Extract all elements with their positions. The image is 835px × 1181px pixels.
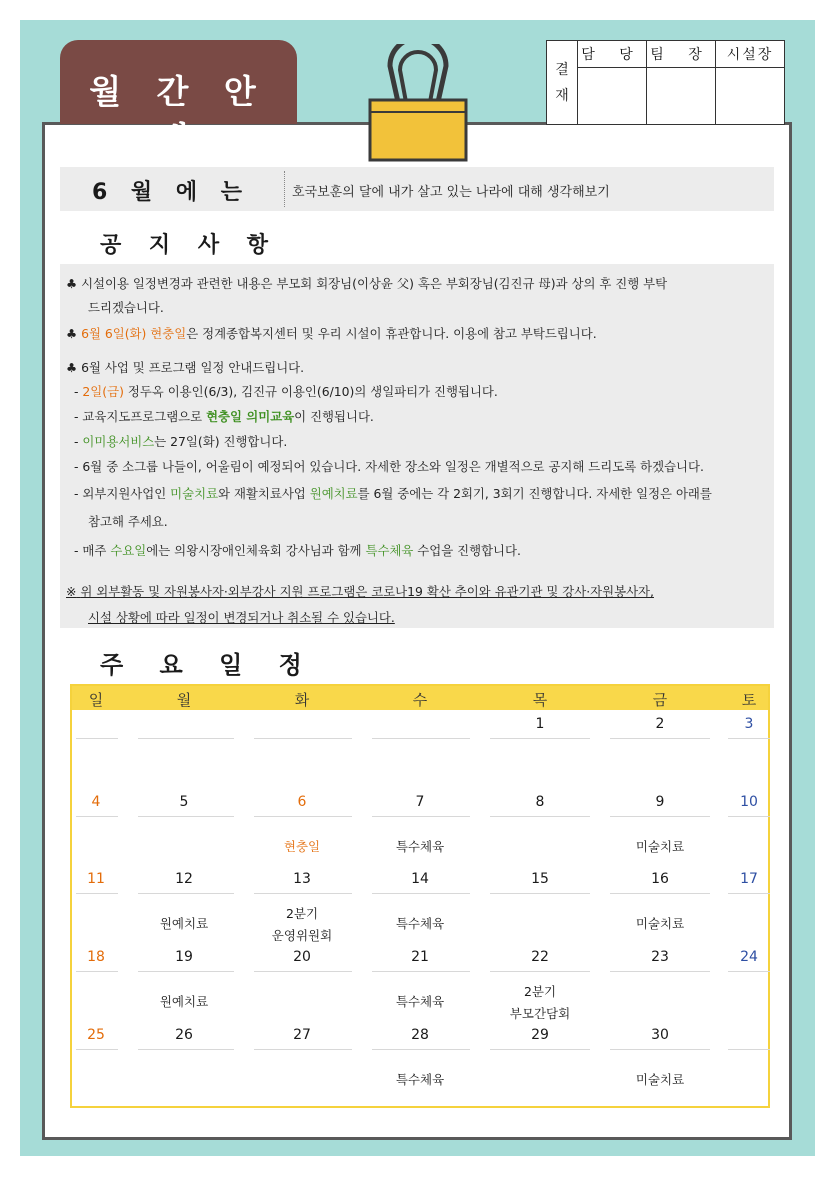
calendar-event: 특수체육	[395, 1072, 445, 1087]
schedule-line-4: - 6월 중 소그룹 나들이, 어울림이 예정되어 있습니다. 자세한 장소와 일정은 개별적으로 공지해 드리도록 하겠습니다.	[74, 459, 704, 474]
calendar-event: 특수체육	[395, 839, 445, 854]
date-number: 27	[293, 1027, 311, 1043]
date-separator	[254, 816, 352, 817]
date-number: 10	[740, 794, 758, 810]
date-separator	[138, 816, 234, 817]
calendar-event: 원예치료	[159, 994, 209, 1009]
date-number: 12	[175, 871, 193, 887]
date-separator	[728, 816, 770, 817]
calendar-event: 미술치료	[635, 1072, 685, 1087]
date-number: 17	[740, 871, 758, 887]
calendar	[70, 684, 770, 1108]
weekday-1: 월	[176, 691, 192, 709]
date-separator	[372, 971, 470, 972]
calendar-event: 현충일	[283, 839, 321, 854]
approval-table	[546, 40, 785, 125]
weekday-2: 화	[294, 691, 310, 709]
date-separator	[610, 971, 710, 972]
date-separator	[372, 893, 470, 894]
notice-heading: 공 지 사 항	[100, 233, 278, 258]
date-separator	[490, 738, 590, 739]
approval-col-staff: 담 당	[578, 41, 647, 68]
month-theme: 호국보훈의 달에 내가 살고 있는 나라에 대해 생각해보기	[292, 185, 610, 200]
calendar-event: 특수체육	[395, 916, 445, 931]
calendar-event: 특수체육	[395, 994, 445, 1009]
notice-caution: ※ 위 외부활동 및 자원봉사자·외부강사 지원 프로그램은 코로나19 확산 추이와 유관기관 및 강사·자원봉사자,	[66, 584, 654, 599]
date-number: 4	[91, 794, 101, 810]
notice-box	[60, 264, 774, 628]
date-separator	[372, 816, 470, 817]
date-separator	[372, 738, 470, 739]
weekday-0: 일	[88, 691, 104, 709]
date-number: 19	[175, 949, 193, 965]
notice-item-1-cont: 드리겠습니다.	[88, 300, 164, 315]
date-separator	[610, 893, 710, 894]
date-number: 18	[87, 949, 105, 965]
notice-caution-cont: 시설 상황에 따라 일정이 변경되거나 취소될 수 있습니다.	[88, 610, 395, 625]
date-number: 23	[651, 949, 669, 965]
date-separator	[610, 1049, 710, 1050]
date-number: 8	[535, 794, 545, 810]
date-separator	[254, 971, 352, 972]
date-number: 30	[651, 1027, 669, 1043]
date-number: 14	[411, 871, 429, 887]
date-separator	[490, 893, 590, 894]
date-separator	[76, 816, 118, 817]
date-number: 6	[297, 794, 307, 810]
date-number: 16	[651, 871, 669, 887]
schedule-line-5-cont: 참고해 주세요.	[88, 514, 168, 529]
schedule-line-3: - 이미용서비스는 27일(화) 진행합니다.	[74, 434, 288, 449]
date-separator	[490, 971, 590, 972]
approval-sign-box	[716, 68, 785, 125]
date-separator	[490, 1049, 590, 1050]
title-tab	[60, 40, 297, 158]
notice-item-3: ♣ 6월 사업 및 프로그램 일정 안내드립니다.	[66, 360, 305, 375]
approval-sign-box	[647, 68, 716, 125]
weekday-5: 금	[652, 691, 668, 709]
date-separator	[138, 738, 234, 739]
schedule-line-1: - 2일(금) 정두옥 이용인(6/3), 김진규 이용인(6/10)의 생일파티가 진행됩니다.	[74, 384, 498, 399]
date-separator	[728, 971, 770, 972]
date-separator	[76, 738, 118, 739]
date-number: 2	[655, 716, 665, 732]
date-separator	[254, 893, 352, 894]
approval-col-team-lead: 팀 장	[647, 41, 716, 68]
schedule-line-2: - 교육지도프로그램으로 현충일 의미교육이 진행됩니다.	[74, 409, 374, 424]
weekday-3: 수	[412, 691, 428, 709]
divider	[284, 171, 285, 207]
date-number: 1	[535, 716, 545, 732]
notice-item-2: ♣ 6월 6일(화) 현충일은 정계종합복지센터 및 우리 시설이 휴관합니다. 이용에 참고 부탁드립니다.	[66, 326, 597, 341]
date-separator	[138, 893, 234, 894]
schedule-heading: 주 요 일 정	[100, 651, 316, 679]
date-number: 28	[411, 1027, 429, 1043]
calendar-event: 미술치료	[635, 916, 685, 931]
date-separator	[254, 738, 352, 739]
date-number: 11	[87, 871, 105, 887]
weekday-4: 목	[532, 691, 548, 709]
date-separator	[490, 816, 590, 817]
club-icon: ♣	[66, 326, 78, 341]
date-separator	[138, 1049, 234, 1050]
date-separator	[138, 971, 234, 972]
weekday-6: 토	[741, 691, 757, 709]
note-mark: ※	[66, 584, 77, 599]
date-separator	[610, 816, 710, 817]
date-number: 22	[531, 949, 549, 965]
calendar-event: 2분기 운영위원회	[271, 906, 333, 943]
approval-sign-box	[578, 68, 647, 125]
date-separator	[254, 1049, 352, 1050]
calendar-event: 원예치료	[159, 916, 209, 931]
approval-col-director: 시설장	[716, 41, 785, 68]
club-icon: ♣	[66, 276, 78, 291]
date-number: 3	[744, 716, 754, 732]
club-icon: ♣	[66, 360, 78, 375]
binder-clip-icon	[368, 44, 468, 162]
schedule-line-5: - 외부지원사업인 미술치료와 재활치료사업 원예치료를 6월 중에는 각 2회기, 3회기 진행합니다. 자세한 일정은 아래를	[74, 486, 712, 501]
date-separator	[372, 1049, 470, 1050]
date-separator	[76, 893, 118, 894]
month-banner	[60, 167, 774, 211]
calendar-event: 미술치료	[635, 839, 685, 854]
date-number: 15	[531, 871, 549, 887]
date-separator	[728, 893, 770, 894]
date-separator	[76, 1049, 118, 1050]
schedule-line-6: - 매주 수요일에는 의왕시장애인체육회 강사님과 함께 특수체육 수업을 진행합니다.	[74, 543, 521, 558]
date-separator	[728, 738, 770, 739]
notice-item-1: ♣ 시설이용 일정변경과 관련한 내용은 부모회 회장님(이상윤 父) 혹은 부회장님(김진규 母)과 상의 후 진행 부탁	[66, 276, 668, 291]
page-title: 월 간 안 내	[89, 72, 268, 158]
calendar-event: 2분기 부모간담회	[509, 984, 571, 1021]
date-number: 26	[175, 1027, 193, 1043]
date-number: 13	[293, 871, 311, 887]
calendar-header	[72, 686, 768, 710]
date-number: 24	[740, 949, 758, 965]
date-number: 9	[655, 794, 665, 810]
approval-side-label: 결 재	[547, 41, 578, 125]
date-separator	[610, 738, 710, 739]
date-number: 20	[293, 949, 311, 965]
date-number: 21	[411, 949, 429, 965]
date-number: 5	[179, 794, 189, 810]
date-separator	[728, 1049, 770, 1050]
month-label: 6 월 에 는	[91, 180, 251, 205]
date-number: 7	[415, 794, 425, 810]
date-number: 25	[87, 1027, 105, 1043]
date-separator	[76, 971, 118, 972]
date-number: 29	[531, 1027, 549, 1043]
